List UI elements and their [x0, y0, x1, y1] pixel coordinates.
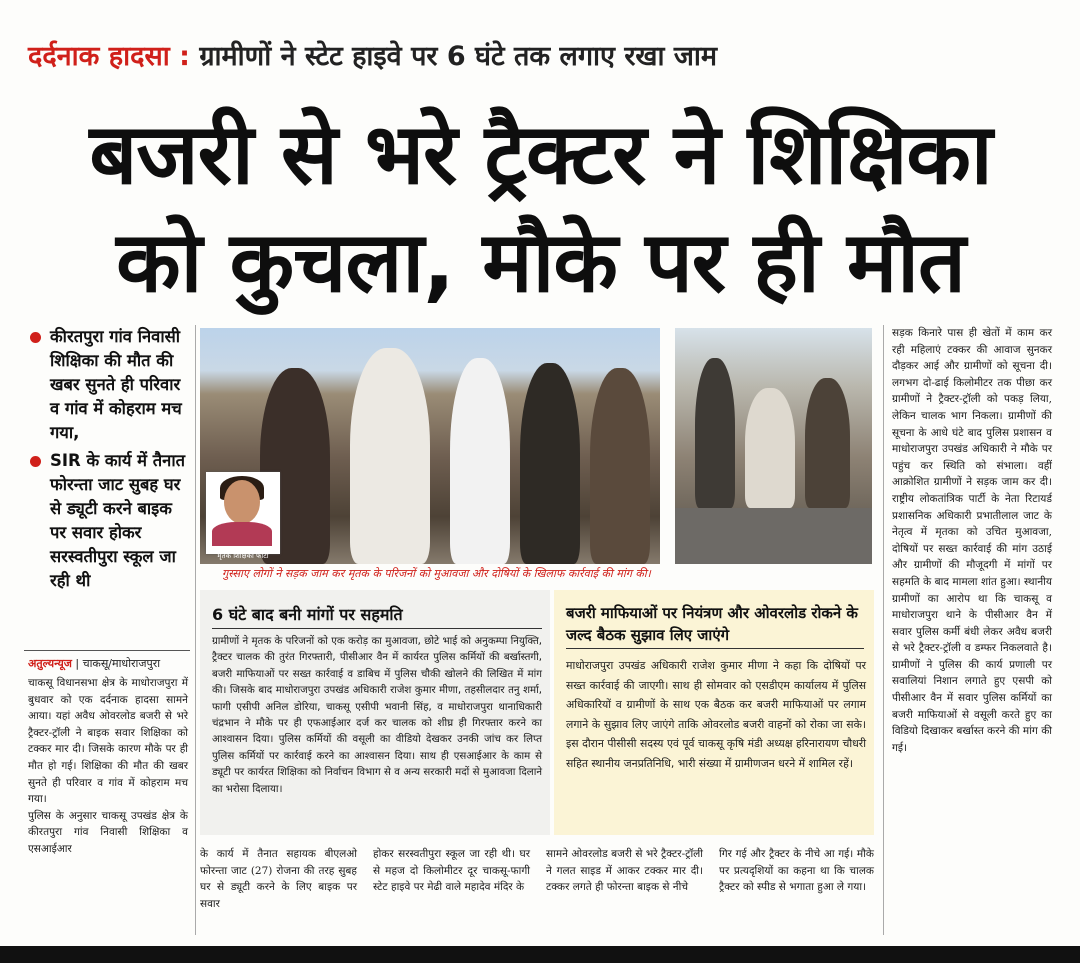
- headline: [18, 100, 1063, 316]
- meeting-box-body: माधोराजपुरा उपखंड अधिकारी राजेश कुमार मीणा ने कहा कि दोषियों पर सख्त कार्रवाई की जाएगी। साथ ही सोमवार को एसडीएम कार्यालय में पुलिस अधिकारियों व ग्रामीणों के साथ एक बैठक कर बजरी माफियाओं पर लगाम लगाने के सुझाव लिए जाएंगे ताकि ओवरलोड बजरी वाहनों को रोका जा सके। इस दौरान पीसीसी सदस्य एवं पूर्व चाकसू कृषि मंडी अध्यक्ष हरिनारायण चौधरी सहित स्थानीय जनप्रतिनिधि, भारी संख्या में ग्रामीणजन धरने में शामिल रहें।: [566, 659, 866, 770]
- meeting-box-title: बजरी माफियाओं पर नियंत्रण और ओवरलोड रोकने के जल्द बैठक सुझाव लिए जाएंगे: [566, 604, 858, 644]
- bullet-dot-icon: [30, 332, 41, 343]
- agreement-box-title: 6 घंटे बाद बनी मांगों पर सहमति: [212, 605, 403, 624]
- bottom-column-2: होकर सरस्वतीपुरा स्कूल जा रही थी। घर से महज दो किलोमीटर दूर चाकसू-फागी स्टेट हाइवे पर मेढी वाले महादेव मंदिर के: [373, 848, 530, 894]
- column-rule: [195, 325, 196, 935]
- bullet-text: SIR के कार्य में तैनात फोरन्ता जाट सुबह घर से ड्यूटी करने बाइक पर सवार होकर सरस्वतीपुरा स्कूल जा रही थी: [50, 451, 186, 590]
- right-column-text: सड़क किनारे पास ही खेतों में काम कर रही महिलाएं टक्कर की आवाज सुनकर दौड़कर आई और ग्रामीणों को सूचना दी। लगभग दो-ढाई किलोमीटर तक पीछा कर ग्रामीणों ने ट्रैक्टर-ट्रॉली को पकड़ लिया, लेकिन चालक भाग निकला। ग्रामीणों की सूचना के आधे घंटे बाद पुलिस प्रशासन व माधोराजपुरा उपखंड अधिकारी ने मौके पर पहुंच कर स्थिति को संभाला। वहीं आक्रोशित ग्रामीणों ने सड़क जाम कर दी। राष्ट्रीय लोकतांत्रिक पार्टी के नेता रिटायर्ड प्रशासनिक अधिकारी प्रभातीलाल जाट के नेतृत्व में मृतका को उचित मुआवजा, दोषियों पर सख्त कार्रवाई की मांग उठाई और ग्रामीणों की मौजूदगी में मांगों पर सहमति के बाद मामला शांत हुआ। स्थानीय ग्रामीणों का आरोप था कि चाकसू व माधोराजपुरा थाने के पीसीआर वैन में सवार पुलिस कर्मी बंधी लेकर अवैध बजरी से भरे ट्रैक्टर-ट्रॉली व डम्फर निकलवाते है। ग्रामीणों ने पुलिस की कार्य प्रणाली पर सवालियां निशान लगाते हुए एसपी को पीसीआर वैन में सवार पुलिस कर्मियों का बजरी माफियाओं से वसूली करते हुए का विडियो दिखाकर बर्खास्त करने की मांग की गई।: [892, 327, 1052, 754]
- byline-brand: अतुल्यन्यूज: [28, 657, 72, 670]
- column-rule: [883, 325, 884, 935]
- byline: [28, 656, 188, 671]
- bullet-item: [28, 325, 188, 445]
- agreement-box-body: ग्रामीणों ने मृतक के परिजनों को एक करोड़ का मुआवजा, छोटे भाई को अनुकम्पा नियुक्ति, ट्रैक्टर चालक की तुरंत गिरफ्तारी, पीसीआर वैन में कार्यरत पुलिस कर्मियों की बर्खास्तगी, बजरी माफियाओं पर सख्त कार्रवाई व डाबिच में पुलिस चौकी खोलने की लिखित में मांग की। जिसके बाद माधोराजपुरा उपखंड अधिकारी राजेश कुमार मीणा, तहसीलदार तनु शर्मा, फागी एसीपी अनिल डोरिया, चाकसू एसीपी भवानी सिंह, व माधोराजपुरा थानाधिकारी चंद्रभान ने मौके पर ही एफआईआर दर्ज कर चालक को शीघ्र ही गिरफ्तार करने का आश्वासन दिया। पुलिस कर्मियों की वसूली का वीडियो देखकर उनकी जांच कर लिप्त पुलिस कर्मियों पर कार्रवाई करने का आश्वासन दिया। साथ ही एसआईआर के काम से ड्यूटी पर कार्यरत शिक्षिका को निर्वाचन विभाग से व अन्य सरकारी मदों से मुआवजा दिलाने का भरोसा दिलाया।: [212, 636, 542, 795]
- protest-photo-road: [675, 328, 872, 564]
- agreement-box: [200, 590, 550, 835]
- byline-place: | चाकसू/माधोराजपुरा: [75, 657, 161, 670]
- bottom-column-4: गिर गई और ट्रैक्टर के नीचे आ गई। मौके पर प्रत्यदृशियों का कहना था कि चालक ट्रैक्टर को स्पीड से भगाता हुआ ले गया।: [719, 848, 874, 894]
- divider: [212, 628, 542, 629]
- headline-line-2: को कुचला, मौके पर ही मौत: [116, 213, 965, 311]
- divider: [566, 648, 864, 649]
- kicker-line: [28, 36, 1058, 73]
- kicker-text: ग्रामीणों ने स्टेट हाइवे पर 6 घंटे तक लगाए रखा जाम: [199, 41, 718, 72]
- bottom-column-1: के कार्य में तैनात सहायक बीएलओ फोरन्ता जाट (27) रोजना की तरह सुबह घर से ड्यूटी करने के लिए बाइक पर सवार: [200, 848, 357, 910]
- bottom-column-3: सामने ओवरलोड बजरी से भरे ट्रैक्टर-ट्रॉली ने गलत साइड में आकर टक्कर मार दी। टक्कर लगते ही फोरन्ता बाइक से नीचे: [546, 848, 703, 894]
- photo-caption: गुस्साए लोगों ने सड़क जाम कर मृतक के परिजनों को मुआवजा और दोषियों के खिलाफ कार्रवाई की मांग की।: [222, 567, 651, 580]
- left-column-text: चाकसू विधानसभा क्षेत्र के माधोराजपुरा में बुधवार को एक दर्दनाक हादसा सामने आया। यहां अवैध ओवरलोड बजरी से भरे ट्रैक्टर-ट्रॉली ने बाइक सवार शिक्षिका को टक्कर मार दी। जिसके कारण मौके पर ही मौत हो गई। शिक्षिका की मौत की खबर सुनते ही परिवार व गांव में कोहराम मच गया। पुलिस के अनुसार चाकसू उपखंड क्षेत्र के कीरतपुरा गांव निवासी शिक्षिका व एसआईआर: [28, 677, 188, 855]
- highlight-bullets: [28, 325, 188, 597]
- meeting-box: [554, 590, 874, 835]
- bullet-text: कीरतपुरा गांव निवासी शिक्षिका की मौत की खबर सुनते ही परिवार व गांव में कोहराम मच गया,: [50, 327, 182, 442]
- inset-caption: मृतक शिक्षिका फोटो: [217, 552, 269, 560]
- kicker-tag: दर्दनाक हादसा :: [28, 41, 190, 72]
- headline-line-1: बजरी से भरे ट्रैक्टर ने शिक्षिका: [89, 105, 992, 203]
- bullet-item: [28, 449, 188, 593]
- victim-portrait: [206, 472, 280, 554]
- footer-bar: [0, 946, 1080, 963]
- divider: [24, 650, 190, 651]
- bullet-dot-icon: [30, 456, 41, 467]
